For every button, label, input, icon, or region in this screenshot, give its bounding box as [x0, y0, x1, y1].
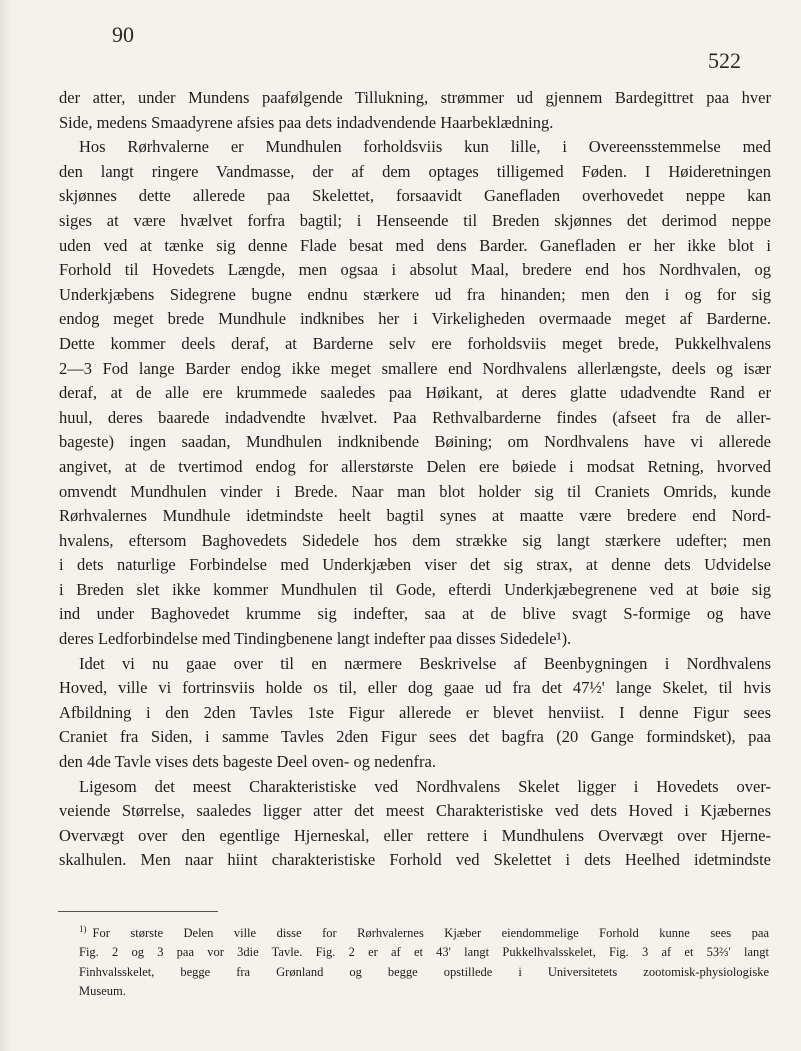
body-line: Underkjæbens Sidegrene bugne endnu stærkere ud fra hinanden; men den i og for sig: [59, 284, 771, 304]
body-line: huul, deres baarede indadvendte hvælvet. Paa Rethvalbarderne findes (afseet fra de aller-: [59, 407, 771, 427]
footnote-line: Finhvalsskelet, begge fra Grønland og begge opstillede i Universitetets zootomisk-physiologiske: [79, 964, 769, 979]
body-line: uden ved at tænke sig denne Flade besat med dens Barder. Ganefladen er her ikke blot i: [59, 235, 771, 255]
body-line: 2—3 Fod lange Barder endog ikke meget smallere end Nordhvalens allerlængste, deels og især: [59, 358, 771, 378]
body-line: Afbildning i den 2den Tavles 1ste Figur allerede er blevet henviist. I denne Figur sees: [59, 702, 771, 722]
body-text: [59, 86, 771, 873]
body-line: deres Ledforbindelse med Tindingbenene langt indefter paa disses Sidedele¹).: [59, 629, 572, 649]
body-line: Side, medens Smaadyrene afsies paa dets indadvendende Haarbeklædning.: [59, 112, 554, 132]
footnote-divider: [58, 911, 218, 912]
body-line: Rørhvalernes Mundhule idetmindste heelt bagtil synes at maatte være bredere end Nord-: [59, 506, 771, 526]
body-line: skalhulen. Men naar hiint charakteristiske Forhold ved Skelettet i dets Heelhed idetmindste: [59, 850, 771, 870]
body-line: Forhold til Hovedets Længde, men ogsaa i absolut Maal, bredere end hos Nordhvalen, og: [59, 260, 771, 280]
footnote: [79, 920, 769, 1001]
page-number: 522: [708, 48, 741, 73]
body-line: skjønnes dette allerede paa Skelettet, forsaavidt Ganefladen overhovedet neppe kan: [59, 186, 771, 206]
body-line: der atter, under Mundens paafølgende Tillukning, strømmer ud gjennem Bardegittret paa hver: [59, 88, 771, 107]
footnote-line: Museum.: [79, 984, 126, 999]
body-line: omvendt Mundhulen vinder i Brede. Naar man blot holder sig til Craniets Omrids, kunde: [59, 481, 771, 501]
body-line: hvalens, eftersom Baghovedets Sidedele hos dem strække sig langt stærkere udefter; men: [59, 530, 771, 550]
body-line: siges at være hvælvet forfra bagtil; i Henseende til Breden skjønnes det derimod neppe: [59, 210, 771, 230]
body-line: veiende Størrelse, saaledes ligger atter det meest Charakteristiske ved dets Hoved i Kjæbernes: [59, 801, 771, 821]
running-head: [0, 22, 801, 73]
body-line: i Breden slet ikke kommer Mundhulen til Gode, efterdi Underkjæbegrenene ved at bøie sig: [59, 579, 771, 599]
previous-page-number: 90: [112, 22, 134, 47]
body-line: i dets naturlige Forbindelse med Underkjæben viser det sig strax, at denne dets Udvidelse: [59, 555, 771, 575]
footnote-marker: 1): [79, 924, 87, 934]
footnote-line: [79, 920, 769, 943]
body-line: endog meget brede Mundhule indknibes her i Virkeligheden overmaade meget af Barderne.: [59, 309, 771, 329]
footnote-line: Fig. 2 og 3 paa vor 3die Tavle. Fig. 2 er af et 43' langt Pukkelhvalsskelet, Fig. 3 af et 53⅔' langt: [79, 945, 769, 960]
body-line: ind under Baghovedet krumme sig indefter, saa at de blive svagt S-formige og have: [59, 604, 771, 624]
body-line: Hoved, ville vi fortrinsviis holde os til, eller dog gaae ud fra det 47½' lange Skelet, til hvis: [59, 678, 771, 698]
body-line: deraf, at de alle ere krummede saaledes paa Høikant, at deres glatte udadvendte Rand er: [59, 383, 771, 403]
body-line: Dette kommer deels deraf, at Barderne selv ere forholdsviis meget brede, Pukkelhvalens: [59, 333, 771, 353]
body-line: den 4de Tavle vises dets bageste Deel oven- og nedenfra.: [59, 752, 436, 772]
body-line: Craniet fra Siden, i samme Tavles 2den Figur sees det bagfra (20 Gange formindsket), paa: [59, 727, 771, 747]
page-gutter-shadow: [0, 0, 12, 1051]
body-line: bageste) ingen saadan, Mundhulen indknibende Bøining; om Nordhvalens have vi allerede: [59, 432, 771, 452]
body-line: Idet vi nu gaae over til en nærmere Beskrivelse af Beenbygningen i Nordhvalens: [79, 653, 771, 673]
body-line: Hos Rørhvalerne er Mundhulen forholdsviis kun lille, i Overeensstemmelse med: [79, 137, 771, 157]
footnote-line-text: For største Delen ville disse for Rørhvalernes Kjæber eiendommelige Forhold kunne sees paa: [92, 926, 769, 941]
body-line: angivet, at de tvertimod endog for allerstørste Delen ere bøiede i modsat Retning, hvorved: [59, 456, 771, 476]
body-line: Ligesom det meest Charakteristiske ved Nordhvalens Skelet ligger i Hovedets over-: [79, 776, 771, 796]
body-line: den langt ringere Vandmasse, der af dem optages tilligemed Føden. I Høideretningen: [59, 161, 771, 181]
body-line: Overvægt over den egentlige Hjerneskal, eller rettere i Mundhulens Overvægt over Hjerne-: [59, 825, 771, 845]
